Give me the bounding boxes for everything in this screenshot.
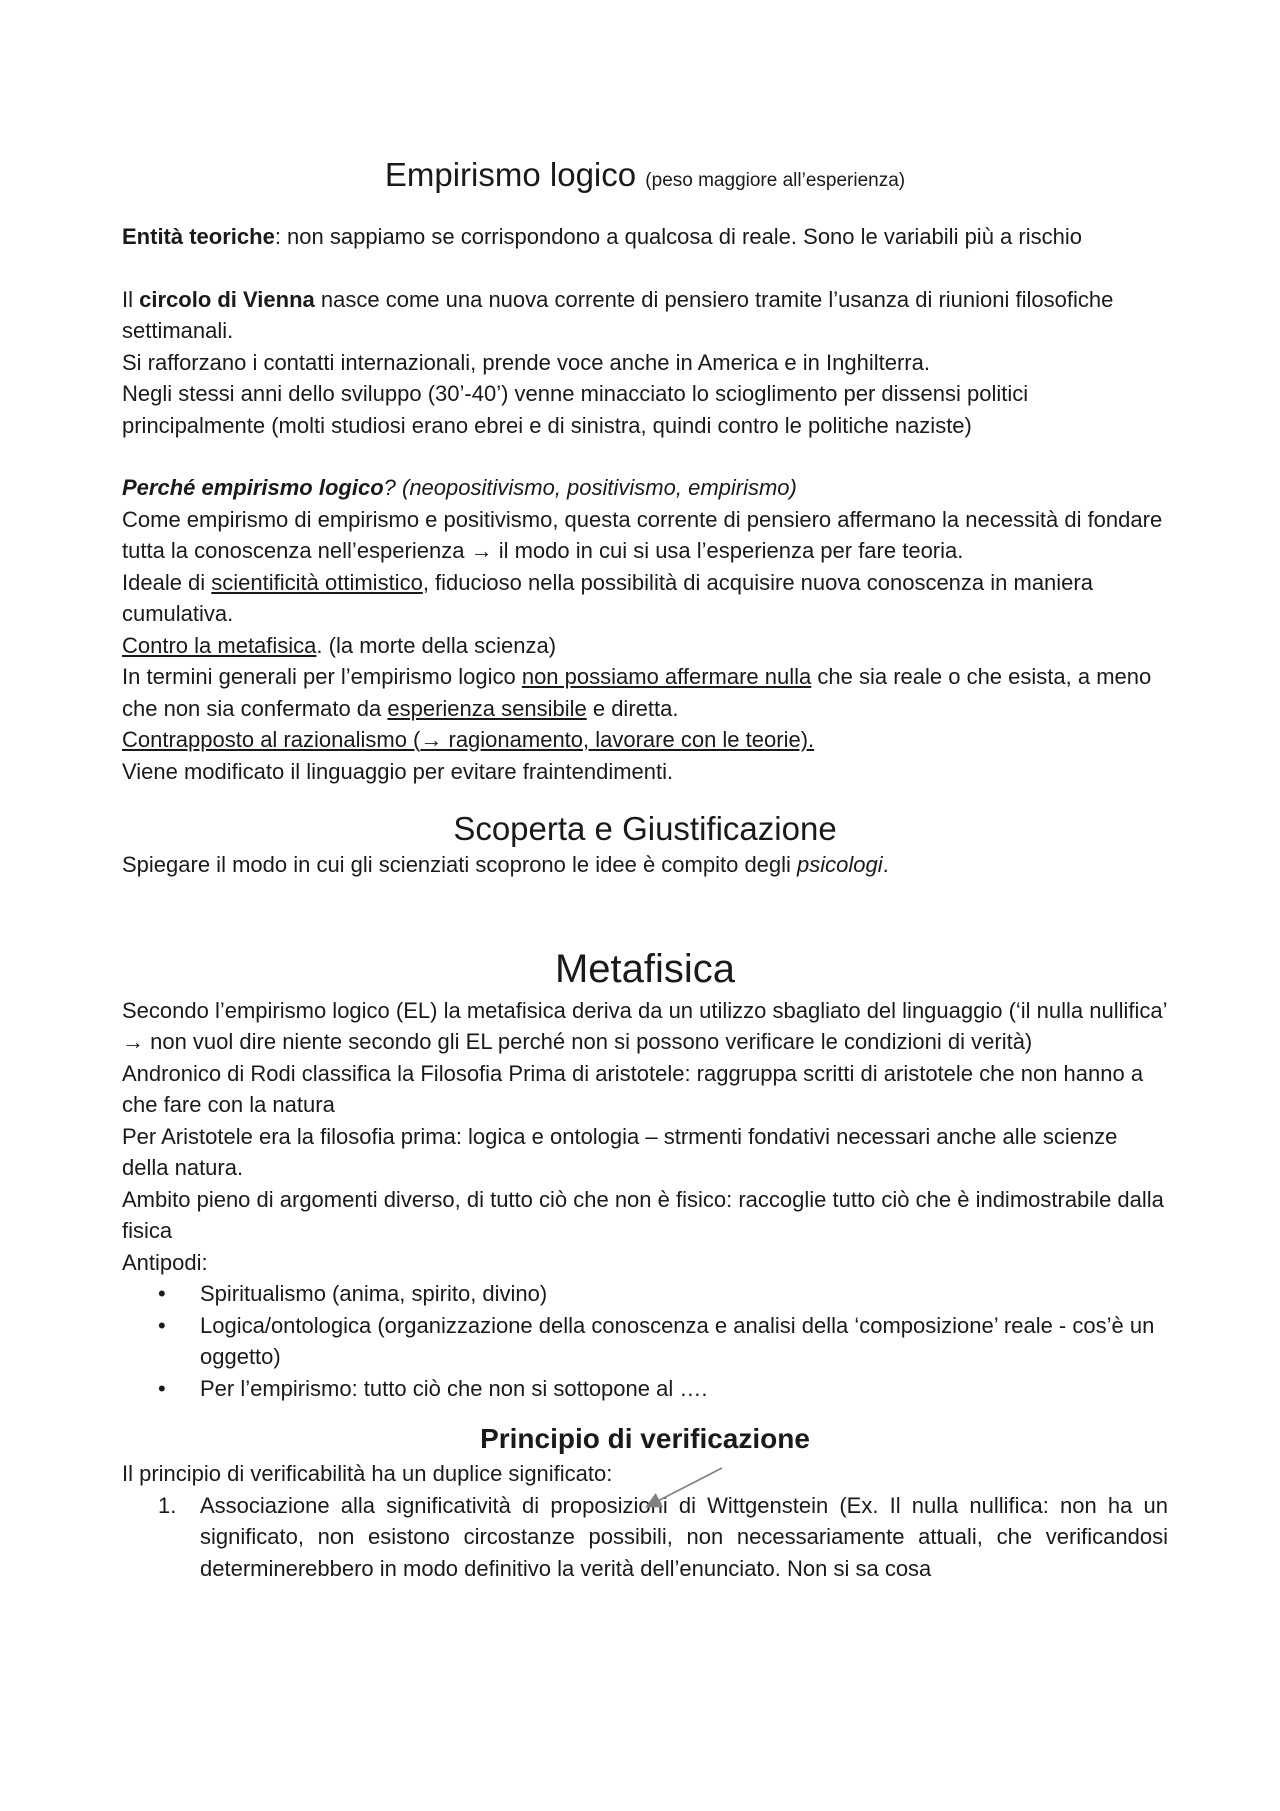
document-body — [122, 155, 1168, 1584]
circolo-line1-a: Il — [122, 286, 140, 312]
heading-metafisica: Metafisica — [554, 946, 736, 991]
spacer — [122, 441, 1168, 472]
perche-question-rest: ? (neopositivismo, positivismo, empirismo) — [383, 475, 797, 500]
perche-line5-a: Contrapposto al razionalismo ( — [122, 727, 421, 752]
scoperta-text-a: Spiegare il modo in cui gli scienziati scoprono le idee è compito degli — [122, 852, 798, 877]
perche-line5 — [122, 724, 1168, 756]
antipodi-list — [122, 1278, 1168, 1404]
circolo-term: circolo di Vienna — [139, 286, 315, 312]
perche-line2-b: , fiducioso nella possibilità di acquisire nuova conoscenza in maniera cumulativa. — [122, 569, 1093, 626]
entita-paragraph — [122, 221, 1168, 253]
list-item-text: Associazione alla significatività di proposizioni di Wittgenstein (Ex. Il nulla nullifica: non ha un significato, non esistono circostanze possibili, non necessariamente attuali, che verificandosi determinerebbero in modo definitivo la verità dell’enunciato. Non si sa cosa — [200, 1492, 1168, 1581]
metafisica-p1-b: non vuol dire niente secondo gli EL perché non si possono verificare le condizioni di verità) — [144, 1029, 1033, 1054]
principio-intro: Il principio di verificabilità ha un duplice significato: — [122, 1461, 613, 1486]
list-item-number: 1. — [158, 1492, 177, 1518]
heading-principio: Principio di verificazione — [480, 1423, 810, 1454]
list-item: • Spiritualismo (anima, spirito, divino) — [200, 1278, 1168, 1310]
perche-line2-underlined: scientificità ottimistico — [211, 569, 423, 595]
page-title — [122, 155, 1168, 201]
list-item: • Logica/ontologica (organizzazione della conoscenza e analisi della ‘composizione’ reale - cos’è un oggetto) — [200, 1310, 1168, 1373]
perche-question — [122, 472, 1168, 504]
perche-line4-c: e diretta. — [586, 695, 679, 721]
perche-line1-text: Come empirismo di empirismo e positivismo, questa corrente di pensiero affermano la necessità di fondare tutta la conoscenza nell’esperienza — [122, 506, 1163, 563]
scoperta-paragraph — [122, 849, 1168, 881]
entita-term: Entità teoriche — [122, 224, 275, 249]
title-subtitle: (peso maggiore all’esperienza) — [645, 170, 906, 191]
perche-line4-a: In termini generali per l’empirismo logico — [122, 664, 522, 689]
perche-line6: Viene modificato il linguaggio per evitare fraintendimenti. — [122, 758, 674, 784]
circolo-paragraph — [122, 284, 1168, 347]
perche-line3 — [122, 630, 1168, 662]
arrow-right-icon: → — [122, 1029, 144, 1054]
perche-line4-underlined: non possiamo affermare nulla — [521, 664, 812, 689]
metafisica-p3: Per Aristotele era la filosofia prima: logica e ontologia – strmenti fondativi necessari anche alle scienze della natura. — [122, 1123, 1118, 1180]
entita-text: : non sappiamo se corrispondono a qualcosa di reale. Sono le variabili più a rischio — [274, 224, 1082, 249]
heading-scoperta: Scoperta e Giustificazione — [453, 810, 837, 847]
perche-line1-end: il modo in cui si usa l’esperienza per fare teoria. — [492, 538, 964, 563]
scoperta-text-italic: psicologi — [797, 852, 883, 877]
spacer — [122, 253, 1168, 284]
perche-line3-b: . (la morte della scienza) — [316, 632, 557, 658]
annotation-arrow-icon — [640, 1466, 740, 1516]
perche-line2 — [122, 567, 1168, 630]
perche-line4-underlined-2: esperienza sensibile — [387, 695, 587, 721]
arrow-right-icon: → — [420, 727, 443, 752]
list-item: • Per l’empirismo: tutto ciò che non si sottopone al …. — [200, 1373, 1168, 1405]
scoperta-text-b: . — [882, 852, 889, 877]
perche-line2-a: Ideale di — [122, 569, 212, 595]
metafisica-p4: Ambito pieno di argomenti diverso, di tutto ciò che non è fisico: raccoglie tutto ciò che è indimostrabile dalla fisica — [122, 1186, 1164, 1243]
perche-term: Perché empirismo logico — [122, 475, 384, 500]
perche-line3-underlined: Contro la metafisica — [122, 632, 317, 658]
circolo-line1-c: nasce come una nuova corrente di pensiero tramite l’usanza di riunioni filosofiche settimanali. — [122, 286, 1114, 343]
circolo-line3: Negli stessi anni dello sviluppo (30’-40’) venne minacciato lo scioglimento per dissensi politici principalmente (molti studiosi erano ebrei e di sinistra, quindi contro le politiche naziste) — [122, 381, 1029, 438]
perche-line5-b: ragionamento, lavorare con le teorie). — [442, 727, 815, 752]
arrow-right-icon: → — [470, 538, 493, 563]
perche-line4-b: che sia reale o che esista, a meno che non sia confermato da — [122, 664, 1152, 721]
metafisica-p1-a: Secondo l’empirismo logico (EL) la metafisica deriva da un utilizzo sbagliato del linguaggio (‘il nulla nullifica’ — [122, 997, 1167, 1023]
metafisica-p2: Andronico di Rodi classifica la Filosofia Prima di aristotele: raggruppa scritti di aristotele che non hanno a che fare con la natura — [122, 1060, 1144, 1117]
perche-line4 — [122, 661, 1168, 724]
title-main-text: Empirismo logico — [384, 156, 637, 193]
metafisica-p1 — [122, 995, 1168, 1058]
perche-line1 — [122, 504, 1168, 567]
circolo-line2: Si rafforzano i contatti internazionali, prende voce anche in America e in Inghilterra. — [122, 349, 930, 375]
metafisica-p5: Antipodi: — [122, 1249, 208, 1275]
